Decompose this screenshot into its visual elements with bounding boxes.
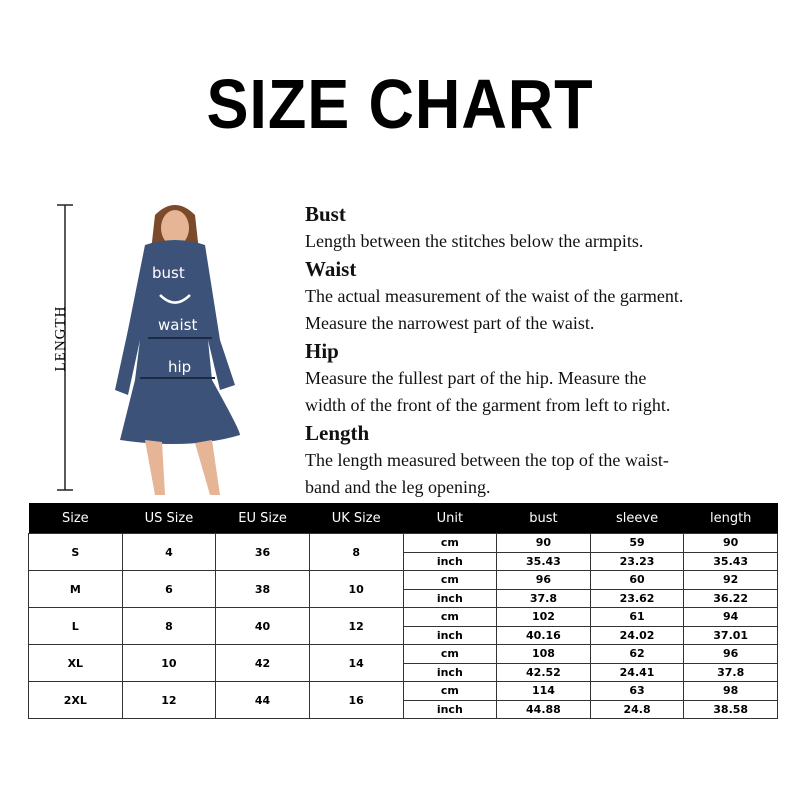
waist-desc: The actual measurement of the waist of the garment.	[305, 286, 684, 306]
cell-inch: 37.8	[684, 663, 778, 682]
cell-cm: 62	[590, 645, 684, 664]
cell-cm: 94	[684, 608, 778, 627]
cell-cm: 63	[590, 682, 684, 701]
cell-eu: 42	[216, 645, 310, 682]
cell-cm: 92	[684, 571, 778, 590]
cell-size: S	[29, 534, 123, 571]
table-row	[29, 608, 778, 627]
hip-desc: Measure the fullest part of the hip. Measure the	[305, 368, 647, 388]
cell-inch: inch	[403, 552, 497, 571]
cell-inch: 36.22	[684, 589, 778, 608]
cell-cm: cm	[403, 645, 497, 664]
page-title: SIZE CHART	[206, 65, 594, 143]
cell-inch: 35.43	[497, 552, 591, 571]
cell-inch: 23.62	[590, 589, 684, 608]
cell-cm: 96	[497, 571, 591, 590]
table-row	[29, 571, 778, 590]
cell-cm: 61	[590, 608, 684, 627]
column-header: sleeve	[590, 503, 684, 534]
waist-label: waist	[158, 316, 198, 334]
cell-cm: 108	[497, 645, 591, 664]
cell-inch: 38.58	[684, 700, 778, 719]
cell-inch: 24.02	[590, 626, 684, 645]
column-header: US Size	[122, 503, 216, 534]
cell-uk: 16	[309, 682, 403, 719]
cell-us: 8	[122, 608, 216, 645]
cell-us: 4	[122, 534, 216, 571]
bust-label: bust	[152, 264, 185, 282]
cell-inch: 40.16	[497, 626, 591, 645]
cell-cm: 98	[684, 682, 778, 701]
cell-uk: 10	[309, 571, 403, 608]
cell-inch: 37.8	[497, 589, 591, 608]
cell-eu: 38	[216, 571, 310, 608]
cell-cm: cm	[403, 608, 497, 627]
bust-heading: Bust	[305, 202, 346, 226]
cell-uk: 14	[309, 645, 403, 682]
table-header	[29, 503, 778, 534]
waist-heading: Waist	[305, 257, 357, 281]
cell-inch: 35.43	[684, 552, 778, 571]
length-indicator	[40, 200, 90, 495]
cell-cm: 90	[497, 534, 591, 553]
table-row	[29, 682, 778, 701]
cell-cm: cm	[403, 534, 497, 553]
cell-us: 12	[122, 682, 216, 719]
cell-inch: 44.88	[497, 700, 591, 719]
column-header: length	[684, 503, 778, 534]
cell-eu: 44	[216, 682, 310, 719]
cell-inch: 24.8	[590, 700, 684, 719]
cell-inch: inch	[403, 626, 497, 645]
cell-size: M	[29, 571, 123, 608]
length-label: LENGTH	[52, 305, 69, 372]
cell-inch: 24.41	[590, 663, 684, 682]
cell-cm: 114	[497, 682, 591, 701]
cell-cm: 102	[497, 608, 591, 627]
cell-eu: 36	[216, 534, 310, 571]
bust-desc: Length between the stitches below the armpits.	[305, 231, 644, 251]
table-row	[29, 645, 778, 664]
cell-size: 2XL	[29, 682, 123, 719]
cell-inch: inch	[403, 589, 497, 608]
length-desc: The length measured between the top of the waist-	[305, 450, 669, 470]
cell-inch: inch	[403, 700, 497, 719]
waist-desc: Measure the narrowest part of the waist.	[305, 313, 595, 333]
cell-uk: 12	[309, 608, 403, 645]
cell-cm: 96	[684, 645, 778, 664]
column-header: Unit	[403, 503, 497, 534]
cell-inch: 42.52	[497, 663, 591, 682]
cell-inch: 37.01	[684, 626, 778, 645]
length-desc: band and the leg opening.	[305, 477, 491, 497]
cell-cm: cm	[403, 571, 497, 590]
column-header: bust	[497, 503, 591, 534]
cell-us: 10	[122, 645, 216, 682]
model-photo	[100, 200, 280, 495]
cell-size: L	[29, 608, 123, 645]
column-header: EU Size	[216, 503, 310, 534]
cell-inch: inch	[403, 663, 497, 682]
table-row	[29, 534, 778, 553]
size-table	[28, 503, 778, 719]
length-heading: Length	[305, 421, 370, 445]
hip-desc: width of the front of the garment from left to right.	[305, 395, 671, 415]
cell-uk: 8	[309, 534, 403, 571]
hip-label: hip	[168, 358, 192, 376]
column-header: Size	[29, 503, 123, 534]
cell-cm: 60	[590, 571, 684, 590]
cell-size: XL	[29, 645, 123, 682]
cell-cm: 59	[590, 534, 684, 553]
cell-cm: cm	[403, 682, 497, 701]
cell-eu: 40	[216, 608, 310, 645]
column-header: UK Size	[309, 503, 403, 534]
cell-inch: 23.23	[590, 552, 684, 571]
measurement-descriptions	[305, 200, 785, 501]
cell-cm: 90	[684, 534, 778, 553]
cell-us: 6	[122, 571, 216, 608]
hip-heading: Hip	[305, 339, 339, 363]
